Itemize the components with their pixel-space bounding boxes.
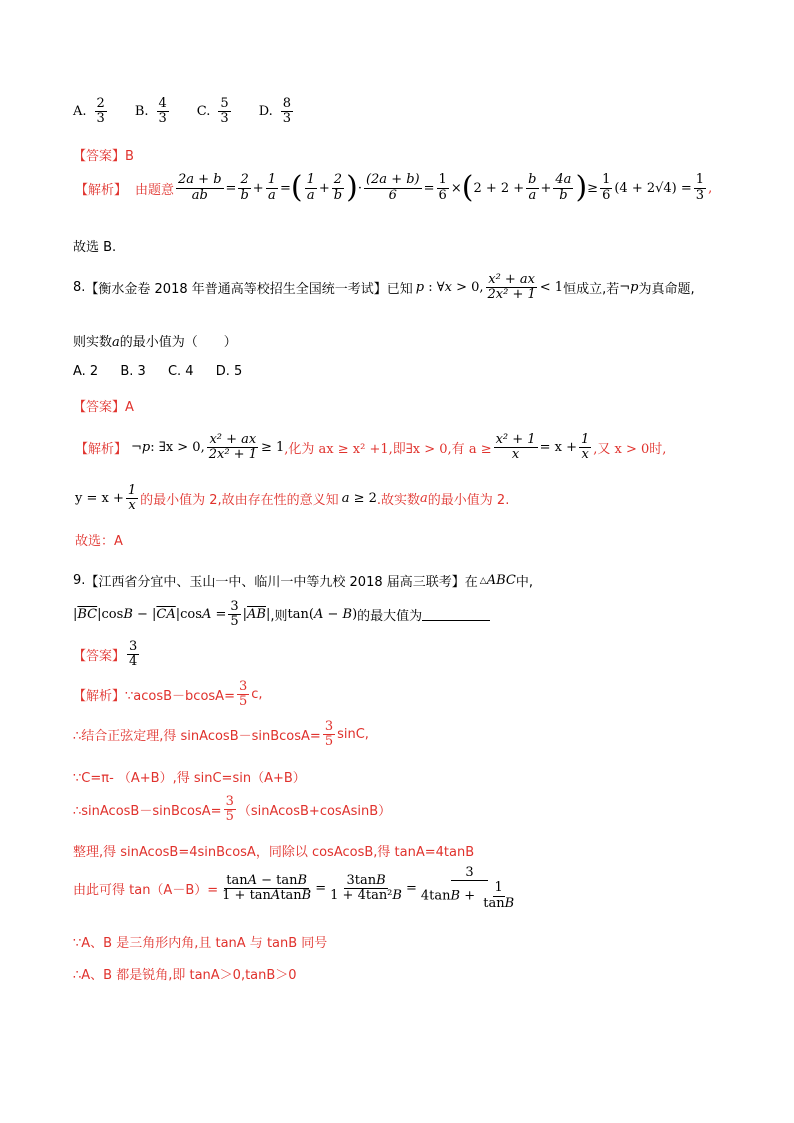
q8-analysis-line2: y = x + $\frac{1}{x}$ 的最小值为 2,故由存在性的意义知 a ≥ 2 .故实数 a 的最小值为 2. bbox=[75, 483, 510, 514]
q9-answer: 【答案】 $\frac{3}{4}$ bbox=[73, 639, 138, 670]
q9-analysis-line6: 由此可得 tan（A－B）= $\frac{\tan A - \tan B}{\text{1 + tanAtanB}}$ = $\frac{3\tan B}{\text{1 + 4tan²B}}$ = 3 4tanB + $\frac{1}{\tan B}$ bbox=[73, 865, 515, 911]
q7-analysis: 【解析】 由题意 $\frac{2a + b}{ab}$ = $\frac{2}{b}$ + $\frac{1}{a}$ = ( $\frac{1}{a}$ + $\frac{2}{b}$ ) · $\frac{(2a + b)}{6}$ = $\frac{1}{6}$ × ( 2 + 2 + $\frac{b}{a}$ + $\frac{4a}{b}$ ) ≥ $\frac{1}{6}$ (4 + 2√4) = $\frac{1}{3}$ , bbox=[75, 170, 713, 205]
q8-option-c: C. 4 bbox=[167, 364, 194, 379]
q7-option-c: C. $\frac{5}{3}$ bbox=[196, 96, 229, 127]
q8-option-b: B. 3 bbox=[120, 364, 146, 379]
q7-options bbox=[73, 97, 295, 127]
q7-option-a: A. $\frac{2}{3}$ bbox=[73, 96, 105, 127]
q8-stem-line2: 则实数a的最小值为（ ） bbox=[73, 335, 237, 350]
q9-analysis-line3: ∵C=π- （A+B）,得 sinC=sin（A+B） bbox=[73, 771, 306, 786]
q9-analysis-line2: ∴结合正弦定理,得 sinAcosB－sinBcosA= $\frac{3}{5}$ sinC, bbox=[73, 719, 369, 750]
q9-analysis-line4: ∴sinAcosB－sinBcosA= $\frac{3}{5}$ （sinAcosB+cosAsinB） bbox=[73, 794, 392, 825]
q8-options bbox=[73, 364, 242, 379]
q8-conclusion: 故选：A bbox=[75, 534, 123, 549]
q9-analysis-line1: 【解析】 ∵acosB－bcosA= $\frac{3}{5}$ c, bbox=[73, 679, 263, 710]
q7-option-b: B. $\frac{4}{3}$ bbox=[134, 96, 167, 127]
q9-analysis-line8: ∴A、B 都是锐角,即 tanA＞0,tanB＞0 bbox=[73, 968, 297, 983]
q9-stem-line2: | $\overline{BC}$ | cos B − | $\overline{CA}$ |cos A = $\frac{3}{5}$ | $\overline{AB}$ | ,则 tan( A − B ) 的最大值为 bbox=[73, 600, 490, 630]
q8-option-a: A. 2 bbox=[73, 364, 99, 379]
q9-analysis-line7: ∵A、B 是三角形内角,且 tanA 与 tanB 同号 bbox=[73, 936, 328, 951]
q8-analysis-line1: 【解析】 ¬ p : ∃x > 0, $\frac{\text{x² + ax}}{\text{2x² + 1}}$ ≥ 1 ,化为 ax ≥ x² +1,即∃x > 0,有 a ≥ $\frac{\text{x² + 1}}{x}$ = x + $\frac{1}{x}$ ,又 x > 0时, bbox=[75, 432, 667, 463]
q9-stem: 9. 【江西省分宜中、玉山一中、临川一中等九校 2018 届高三联考】 在 △ ABC 中, bbox=[73, 573, 533, 590]
answer-blank bbox=[422, 608, 490, 621]
q8-answer: 【答案】A bbox=[73, 400, 134, 415]
q9-analysis-line5: 整理,得 sinAcosB=4sinBcosA，同除以 cosAcosB,得 tanA=4tanB bbox=[73, 845, 475, 860]
q7-answer: 【答案】B bbox=[73, 149, 134, 164]
q8-option-d: D. 5 bbox=[215, 364, 243, 379]
q7-option-d: D. $\frac{8}{3}$ bbox=[258, 96, 292, 127]
q8-stem: 8. 【衡水金卷 2018 年普通高等校招生全国统一考试】 已知 p : ∀ x > 0, $\frac{\text{x² + ax}}{\text{2x² + 1}}$ < 1 恒成立,若 ¬ p 为真命题, bbox=[73, 272, 695, 303]
q7-conclusion: 故选 B. bbox=[73, 240, 117, 255]
